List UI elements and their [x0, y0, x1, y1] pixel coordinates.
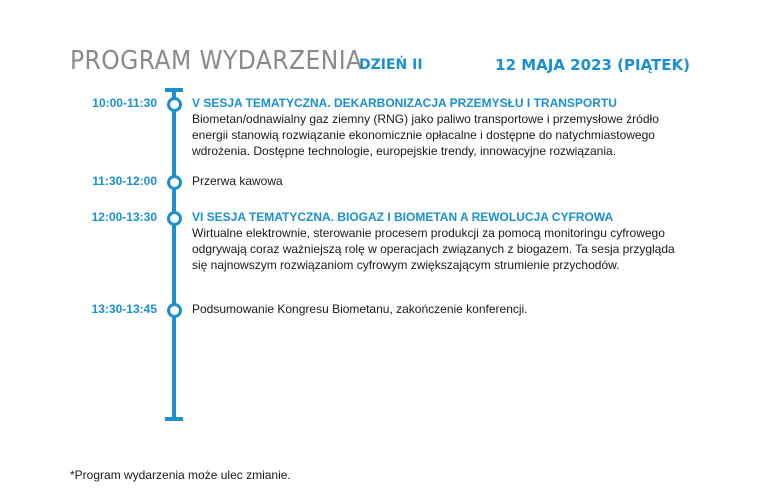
session-description: Biometan/odnawialny gaz ziemny (RNG) jako paliwo transportowe i przemysłowe źródło energii stanowią rozwiązanie ekonomicznie opłacalne i dostępne do natychmiastowego wdrożenia. Dostępne technologie, europejskie trendy, innowacyjne rozwiązania. — [192, 112, 659, 158]
entry-content — [192, 173, 692, 189]
timeline-dot-icon — [167, 303, 182, 318]
timeline-line — [172, 90, 176, 420]
session-title: V SESJA TEMATYCZNA. DEKARBONIZACJA PRZEMYSŁU I TRANSPORTU — [192, 96, 617, 110]
timeline-dot-icon — [167, 211, 182, 226]
entry-content — [192, 301, 692, 317]
timeline-dot-icon — [167, 175, 182, 190]
session-description: Wirtualne elektrownie, sterowanie procesem produkcji za pomocą monitoringu cyfrowego odgrywają coraz ważniejszą rolę w operacjach związanych z biogazem. Ta sesja przygląda się najnowszym rozwiązaniom cyfrowym zwiększającym strumienie przychodów. — [192, 226, 675, 272]
header — [70, 46, 690, 82]
event-date: 12 MAJA 2023 (PIĄTEK) — [495, 56, 690, 74]
session-description: Podsumowanie Kongresu Biometanu, zakończenie konferencji. — [192, 302, 528, 316]
entry-time: 13:30-13:45 — [91, 302, 157, 316]
timeline-bottom-cap — [165, 417, 183, 421]
footnote: *Program wydarzenia może ulec zmianie. — [70, 468, 291, 482]
session-description: Przerwa kawowa — [192, 174, 283, 188]
day-label: DZIEŃ II — [359, 57, 423, 73]
entry-content — [192, 209, 692, 273]
timeline-dot-icon — [167, 97, 182, 112]
entry-time: 11:30-12:00 — [92, 174, 157, 188]
page-title: PROGRAM WYDARZENIA — [70, 46, 363, 76]
entry-time: 12:00-13:30 — [91, 210, 157, 224]
session-title: VI SESJA TEMATYCZNA. BIOGAZ I BIOMETAN A REWOLUCJA CYFROWA — [192, 210, 614, 224]
entry-content — [192, 95, 692, 159]
entry-time: 10:00-11:30 — [92, 96, 157, 110]
